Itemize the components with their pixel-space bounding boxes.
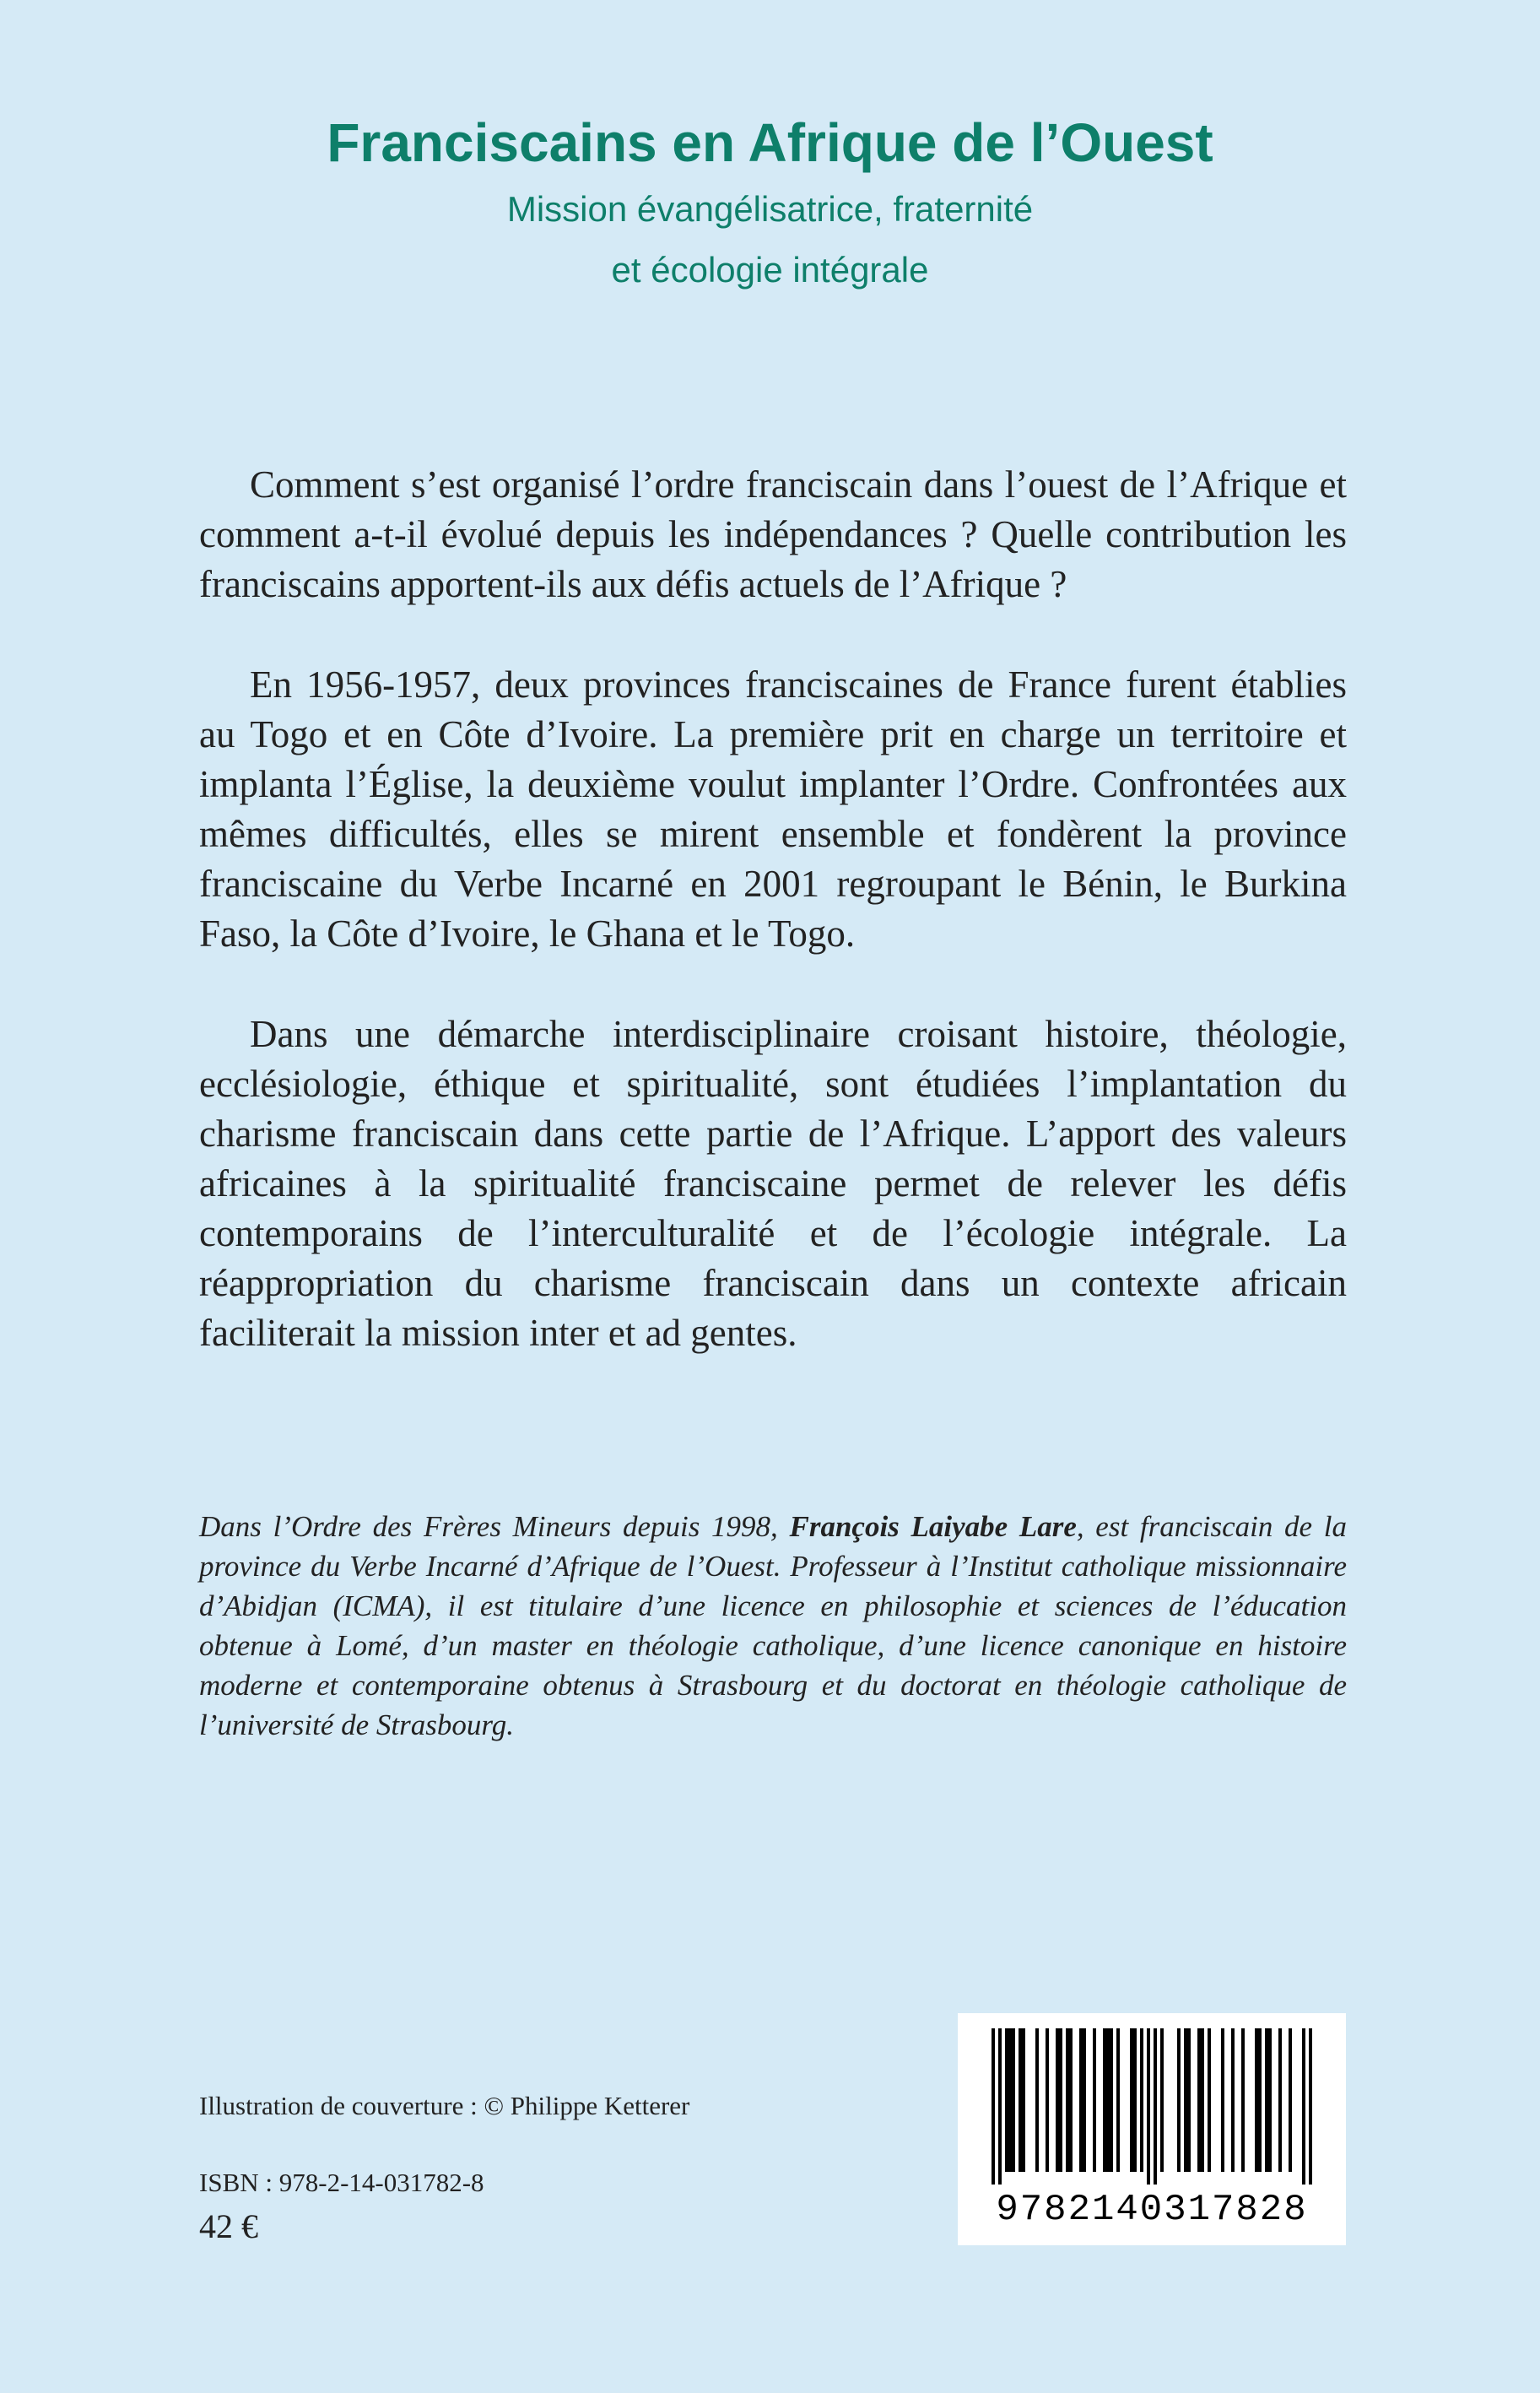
- barcode-bar: [1116, 2028, 1120, 2172]
- barcode-bar: [1008, 2028, 1012, 2172]
- barcode-bar: [1056, 2028, 1059, 2172]
- subtitle-line-2: et écologie intégrale: [611, 250, 929, 290]
- book-subtitle: [0, 179, 1540, 300]
- barcode-bar: [1140, 2028, 1143, 2172]
- subtitle-line-1: Mission évangélisatrice, fraternité: [506, 189, 1034, 229]
- barcode-bar: [1110, 2028, 1113, 2172]
- barcode-digits: 9782140317828: [996, 2189, 1308, 2231]
- barcode-bar: [1103, 2028, 1106, 2172]
- barcode-bar: [1005, 2028, 1008, 2172]
- header: [0, 110, 1540, 300]
- barcode-bar: [1130, 2028, 1133, 2172]
- book-title: Franciscains en Afrique de l’Ouest: [327, 112, 1213, 173]
- barcode-bar: [1289, 2028, 1292, 2172]
- barcode: [958, 2013, 1346, 2245]
- barcode-bar: [1302, 2028, 1305, 2185]
- barcode-bar: [1241, 2028, 1245, 2172]
- barcode-bar: [1258, 2028, 1262, 2172]
- barcode-bar: [1160, 2028, 1164, 2172]
- barcode-bar: [1012, 2028, 1015, 2172]
- barcode-bar: [1035, 2028, 1039, 2172]
- barcode-bar: [1093, 2028, 1096, 2172]
- barcode-bar: [1208, 2028, 1211, 2172]
- blurb-paragraph-3: Dans une démarche interdisciplinaire croisant histoire, théologie, ecclésiologie, éthique et spiritualité, sont étudiées l’implantation du charisme franciscain dans cette partie de l’Afrique. L’apport des valeurs africaines à la spiritualité franciscaine permet de relever les défis contemporains de l’interculturalité et de l’écologie intégrale. La réappropriation du charisme franciscain dans un contexte africain faciliterait la mission inter et ad gentes.: [199, 1013, 1347, 1354]
- barcode-bar: [1079, 2028, 1083, 2172]
- barcode-bar: [1268, 2028, 1272, 2172]
- barcode-bar: [1069, 2028, 1073, 2172]
- barcode-bar: [1309, 2028, 1312, 2185]
- barcode-bar: [1083, 2028, 1086, 2172]
- barcode-bar: [1177, 2028, 1181, 2172]
- barcode-bar: [1147, 2028, 1150, 2185]
- blurb-paragraph-2: En 1956-1957, deux provinces franciscaines de France furent établies au Togo et en Côte d’Ivoire. La première prit en charge un territoire et implanta l’Église, la deuxième voulut implanter l’Ordre. Confrontées aux mêmes difficultés, elles se mirent ensemble et fondèrent la province franciscaine du Verbe Incarné en 2001 regroupant le Bénin, le Burkina Faso, la Côte d’Ivoire, le Ghana et le Togo.: [199, 663, 1347, 955]
- barcode-bar: [1255, 2028, 1258, 2172]
- barcode-bar: [1201, 2028, 1204, 2172]
- barcode-bar: [1133, 2028, 1137, 2172]
- barcode-bar: [1106, 2028, 1110, 2172]
- blurb: [199, 460, 1347, 1409]
- barcode-bar: [1265, 2028, 1268, 2172]
- barcode-bar: [1046, 2028, 1049, 2172]
- barcode-bar: [992, 2028, 995, 2185]
- blurb-paragraph-1: Comment s’est organisé l’ordre franciscain dans l’ouest de l’Afrique et comment a-t-il évolué depuis les indépendances ? Quelle contribution les franciscains apportent-ils aux défis actuels de l’Afrique ?: [199, 463, 1347, 605]
- author-name: François Laiyabe Lare: [789, 1510, 1077, 1543]
- barcode-bar: [1022, 2028, 1025, 2172]
- bio-details: , est franciscain de la province du Verbe Incarné d’Afrique de l’Ouest. Professeur à l’Institut catholique missionnaire d’Abidjan (ICMA), il est titulaire d’une licence en philosophie et sciences de l’éducation obtenue à Lomé, d’un master en théologie catholique, d’une licence canonique en histoire moderne et contemporaine obtenus à Strasbourg et du doctorat en théologie catholique de l’université de Strasbourg.: [199, 1510, 1347, 1741]
- barcode-bar: [1197, 2028, 1201, 2172]
- illustration-credit: Illustration de couverture : © Philippe Ketterer: [199, 2091, 690, 2120]
- barcode-bar: [1019, 2028, 1022, 2172]
- barcode-bar: [1231, 2028, 1235, 2172]
- barcode-bar: [1184, 2028, 1187, 2172]
- price: 42 €: [199, 2207, 258, 2245]
- barcode-bar: [1154, 2028, 1157, 2185]
- author-bio: [199, 1507, 1347, 1745]
- isbn: ISBN : 978-2-14-031782-8: [199, 2168, 484, 2197]
- barcode-bar: [998, 2028, 1002, 2185]
- barcode-bar: [1221, 2028, 1224, 2172]
- barcode-bar: [1187, 2028, 1191, 2172]
- barcode-bar: [1059, 2028, 1062, 2172]
- barcode-bar: [1066, 2028, 1069, 2172]
- bio-intro: Dans l’Ordre des Frères Mineurs depuis 1998,: [199, 1510, 790, 1543]
- barcode-bar: [1278, 2028, 1282, 2172]
- barcode-bars: [976, 2028, 1327, 2185]
